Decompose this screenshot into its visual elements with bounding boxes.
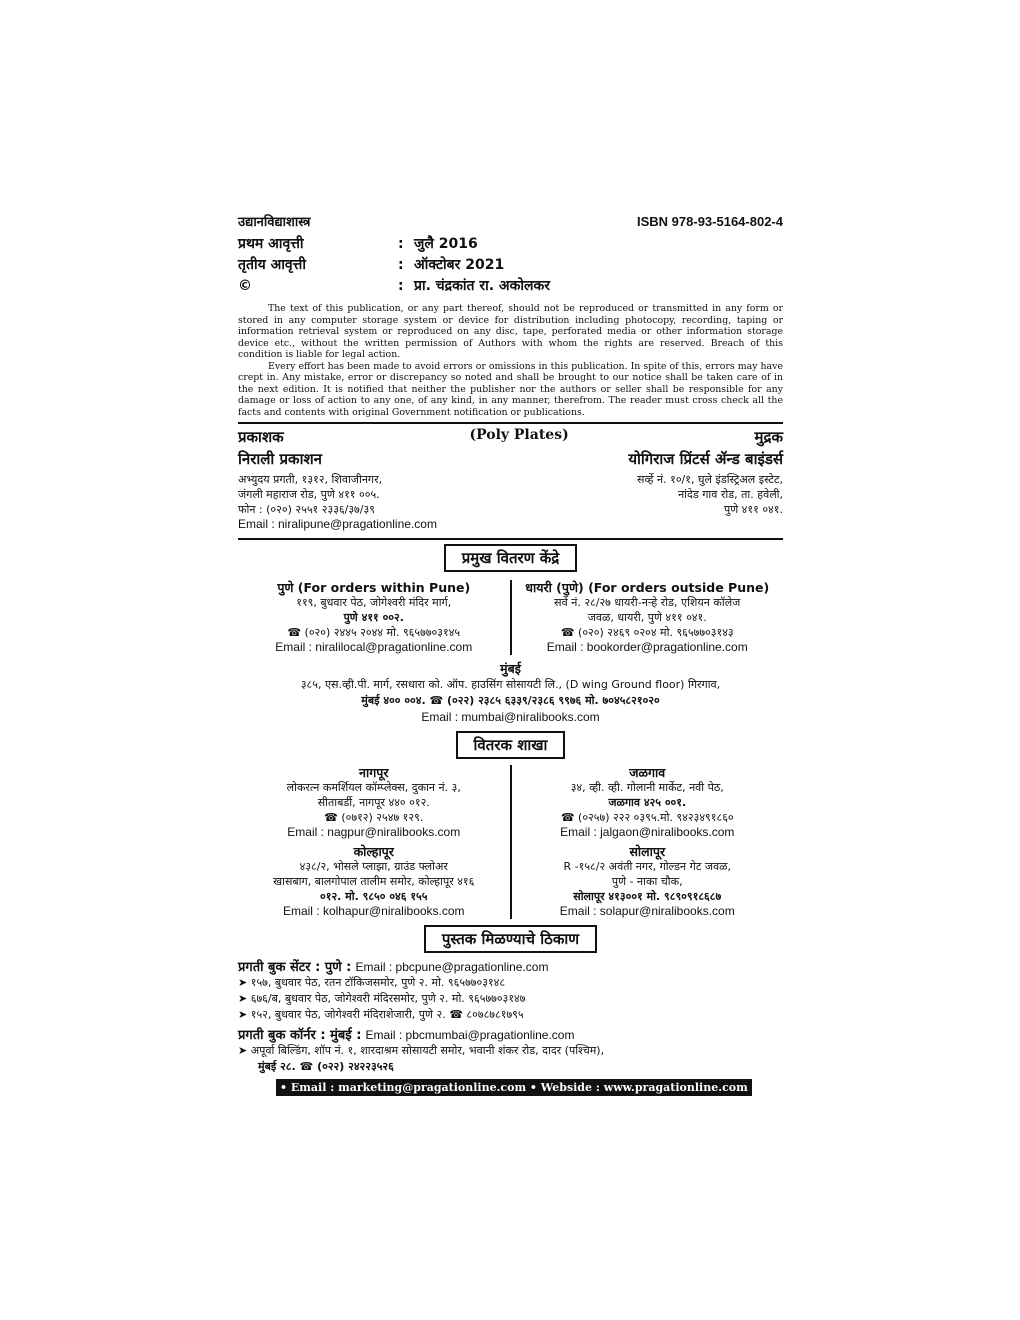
centre-email: Email : bookorder@pragationline.com	[546, 640, 748, 654]
address-line: पुणे ४११ ००२.	[343, 611, 404, 624]
branches-title: वितरक शाखा	[456, 731, 566, 759]
phone-line: ☎ (०२०) २४४५ २०४४ मो. ९६५७७०३१४५	[287, 626, 461, 639]
centre-heading: पुणे (For orders within Pune)	[277, 580, 471, 595]
distribution-centres	[238, 580, 783, 655]
address-line: सर्व्हे नं. १०/१, घुले इंडस्ट्रिअल इस्टेट,	[637, 473, 783, 486]
copyright-row	[238, 276, 783, 297]
edition-colon: :	[398, 236, 404, 252]
centre-heading: मुंबई	[500, 661, 521, 676]
address-line: ११९, बुधवार पेठ, जोगेश्वरी मंदिर मार्ग,	[296, 596, 452, 609]
publisher-name-row	[238, 449, 783, 469]
poly-plates-note: (Poly Plates)	[469, 427, 569, 443]
shop-address-text: १५२, बुधवार पेठ, जोगेश्वरी मंदिराशेजारी, पुणे २. ☎ ८०७८७८१७९५	[250, 1008, 524, 1021]
address-line: ३४, व्ही. व्ही. गोलानी मार्केट, नवी पेठ,	[570, 781, 724, 794]
legal-paragraph-2: Every effort has been made to avoid errors or omissions in this publication. In spite of this, errors may have crept in. Any mistake, error or discrepancy so noted and shall be brought to our notice shall be taken care of in the next edition. It is notified that neither the publisher nor the authors or seller shall be responsible for any damage or loss of action to any one, of any kind, in any manner, therefrom. The reader must cross check all the facts and contents with original Government notification or publications.	[238, 360, 783, 418]
shop-address	[238, 991, 783, 1007]
header-row	[238, 212, 783, 230]
address-line: ३८५, एस.व्ही.पी. मार्ग, रसधारा को. ऑप. हाउसिंग सोसायटी लि., (D wing Ground floor) गिरगाव,	[300, 678, 721, 691]
phone-line: ☎ (०२५७) २२२ ०३९५.मो. ९४२३४९१८६०	[560, 811, 734, 824]
shop-address	[238, 975, 783, 991]
branches-left	[238, 765, 510, 919]
address-line: जळगाव ४२५ ००१.	[608, 796, 687, 809]
isbn: ISBN 978-93-5164-802-4	[637, 214, 783, 229]
shop-address	[238, 1043, 783, 1059]
printer-name: योगिराज प्रिंटर्स ॲन्ड बाइंडर्स	[628, 450, 783, 468]
shop-email: Email : pbcmumbai@pragationline.com	[365, 1028, 575, 1042]
printer-label: मुद्रक	[754, 428, 783, 446]
shop-phone: मुंबई २८. ☎ (०२२) २४२२३५२६	[258, 1060, 394, 1073]
shops-title: पुस्तक मिळण्याचे ठिकाण	[424, 925, 597, 953]
phone-line: फोन : (०२०) २५५१ २३३६/३७/३९	[238, 503, 375, 516]
address-line: खासबाग, बालगोपाल तालीम समोर, कोल्हापूर ४१६	[273, 875, 475, 888]
legal-paragraph-1: The text of this publication, or any part thereof, should not be reproduced or transmitted in any form or stored in any computer storage system or device for distribution including photocopy, recording, taping or information retrieval system or reproduced on any disc, tape, perforated media or other information storage device etc., without the written permission of Authors with whom the rights are reserved. Breach of this condition is liable for legal action.	[238, 303, 783, 360]
mumbai-shop-heading	[238, 1025, 783, 1043]
arrow-bullet-icon: ➤	[238, 1044, 251, 1057]
branch-heading: जळगाव	[629, 765, 666, 780]
publisher-name: निराली प्रकाशन	[238, 450, 322, 468]
address-line: सर्वे नं. २८/२७ धायरी-नऱ्हे रोड, एशियन कॉलेज	[554, 596, 741, 609]
publisher-label: प्रकाशक	[238, 428, 284, 446]
edition-row	[238, 255, 783, 276]
pune-centre	[238, 580, 510, 655]
shop-email: Email : pbcpune@pragationline.com	[355, 960, 549, 974]
edition-label: तृतीय आवृत्ती	[238, 257, 306, 273]
centre-heading: धायरी (पुणे) (For orders outside Pune)	[525, 580, 770, 595]
edition-colon: :	[398, 257, 404, 273]
address-line: R -१५८/२ अवंती नगर, गोल्डन गेट जवळ,	[563, 860, 731, 873]
arrow-bullet-icon: ➤	[238, 1008, 251, 1021]
kolhapur-branch	[238, 844, 510, 919]
edition-value: जुलै 2016	[414, 236, 478, 252]
copyright-symbol: ©	[238, 278, 252, 294]
subject-title: उद्यानविद्याशास्त्र	[238, 215, 311, 230]
distribution-title: प्रमुख वितरण केंद्रे	[444, 544, 577, 572]
edition-label: प्रथम आवृत्ती	[238, 236, 304, 252]
address-line: ४३८/२, भोसले प्लाझा, ग्राउंड फ्लोअर	[299, 860, 448, 873]
arrow-bullet-icon: ➤	[238, 992, 251, 1005]
branch-heading: सोलापूर	[629, 844, 666, 859]
phone-line: ☎ (०२०) २४६९ ०२०४ मो. ९६५७७०३१४३	[560, 626, 734, 639]
legal-notice	[238, 303, 783, 418]
address-line: सीताबर्डी, नागपूर ४४० ०१२.	[317, 796, 430, 809]
phone-line: सोलापूर ४१३००१ मो. ९८९०९१८६८७	[573, 890, 722, 903]
printer-address	[637, 472, 783, 517]
branch-heading: कोल्हापूर	[353, 844, 394, 859]
branch-email: Email : kolhapur@niralibooks.com	[282, 904, 465, 918]
footer-contact-bar: • Email : marketing@pragationline.com • Webside : www.pragationline.com	[276, 1079, 752, 1096]
address-line: जवळ, धायरी, पुणे ४११ ०४१.	[587, 611, 707, 624]
branch-email: Email : solapur@niralibooks.com	[559, 904, 735, 918]
shop-address-text: अपूर्वा बिल्डिंग, शॉप नं. १, शारदाश्रम सोसायटी समोर, भवानी शंकर रोड, दादर (पश्चिम),	[250, 1044, 605, 1057]
address-line: पुणे - नाका चौक,	[611, 875, 683, 888]
address-line: जंगली महाराज रोड, पुणे ४११ ००५.	[238, 488, 380, 501]
mumbai-centre	[238, 661, 783, 725]
edition-value: ऑक्टोबर 2021	[414, 257, 505, 273]
address-line: पुणे ४११ ०४१.	[723, 503, 783, 516]
pune-shop-heading	[238, 957, 783, 975]
edition-colon: :	[398, 278, 404, 294]
publisher-label-row	[238, 427, 783, 447]
solapur-branch	[512, 844, 784, 919]
centre-email: Email : niralilocal@pragationline.com	[275, 640, 473, 654]
jalgaon-branch	[512, 765, 784, 840]
divider	[238, 538, 783, 540]
address-line: नांदेड गाव रोड, ता. हवेली,	[678, 488, 783, 501]
edition-row	[238, 234, 783, 255]
edition-list	[238, 234, 783, 297]
branch-email: Email : jalgaon@niralibooks.com	[560, 825, 735, 839]
branches-right	[512, 765, 784, 919]
shop-name: प्रगती बुक कॉर्नर : मुंबई :	[238, 1028, 362, 1043]
book-shops	[238, 957, 783, 1075]
branch-email: Email : nagpur@niralibooks.com	[287, 825, 461, 839]
copyright-holder: प्रा. चंद्रकांत रा. अकोलकर	[414, 278, 550, 294]
nagpur-branch	[238, 765, 510, 840]
shop-name: प्रगती बुक सेंटर : पुणे :	[238, 960, 352, 975]
branch-heading: नागपूर	[359, 765, 389, 780]
shop-address-text: ६७६/ब, बुधवार पेठ, जोगेश्वरी मंदिरसमोर, पुणे २. मो. ९६५७७०३१४७	[250, 992, 526, 1005]
publisher-address	[238, 472, 437, 532]
phone-line: मुंबई ४०० ००४. ☎ (०२२) २३८५ ६३३९/२३८६ ९९७६ मो. ७०४५८२१०२०	[361, 694, 660, 707]
dhayari-centre	[512, 580, 784, 655]
address-row	[238, 472, 783, 532]
publisher-email: Email : niralipune@pragationline.com	[238, 517, 437, 531]
address-line: अभ्युदय प्रगती, १३१२, शिवाजीनगर,	[238, 473, 383, 486]
shop-address	[238, 1007, 783, 1023]
phone-line: ☎ (०७१२) २५४७ १२९.	[324, 811, 424, 824]
imprint-page	[238, 210, 783, 1096]
phone-line: ०१२. मो. ९८५० ०४६ १५५	[320, 890, 428, 903]
centre-email: Email : mumbai@niralibooks.com	[421, 710, 600, 724]
address-line: लोकरत्न कमर्शियल कॉम्प्लेक्स, दुकान नं. ३,	[286, 781, 461, 794]
divider	[238, 422, 783, 424]
shop-address-text: १५७, बुधवार पेठ, रतन टॉकिजसमोर, पुणे २. मो. ९६५७७०३१४८	[250, 976, 506, 989]
arrow-bullet-icon: ➤	[238, 976, 251, 989]
branch-offices	[238, 765, 783, 919]
